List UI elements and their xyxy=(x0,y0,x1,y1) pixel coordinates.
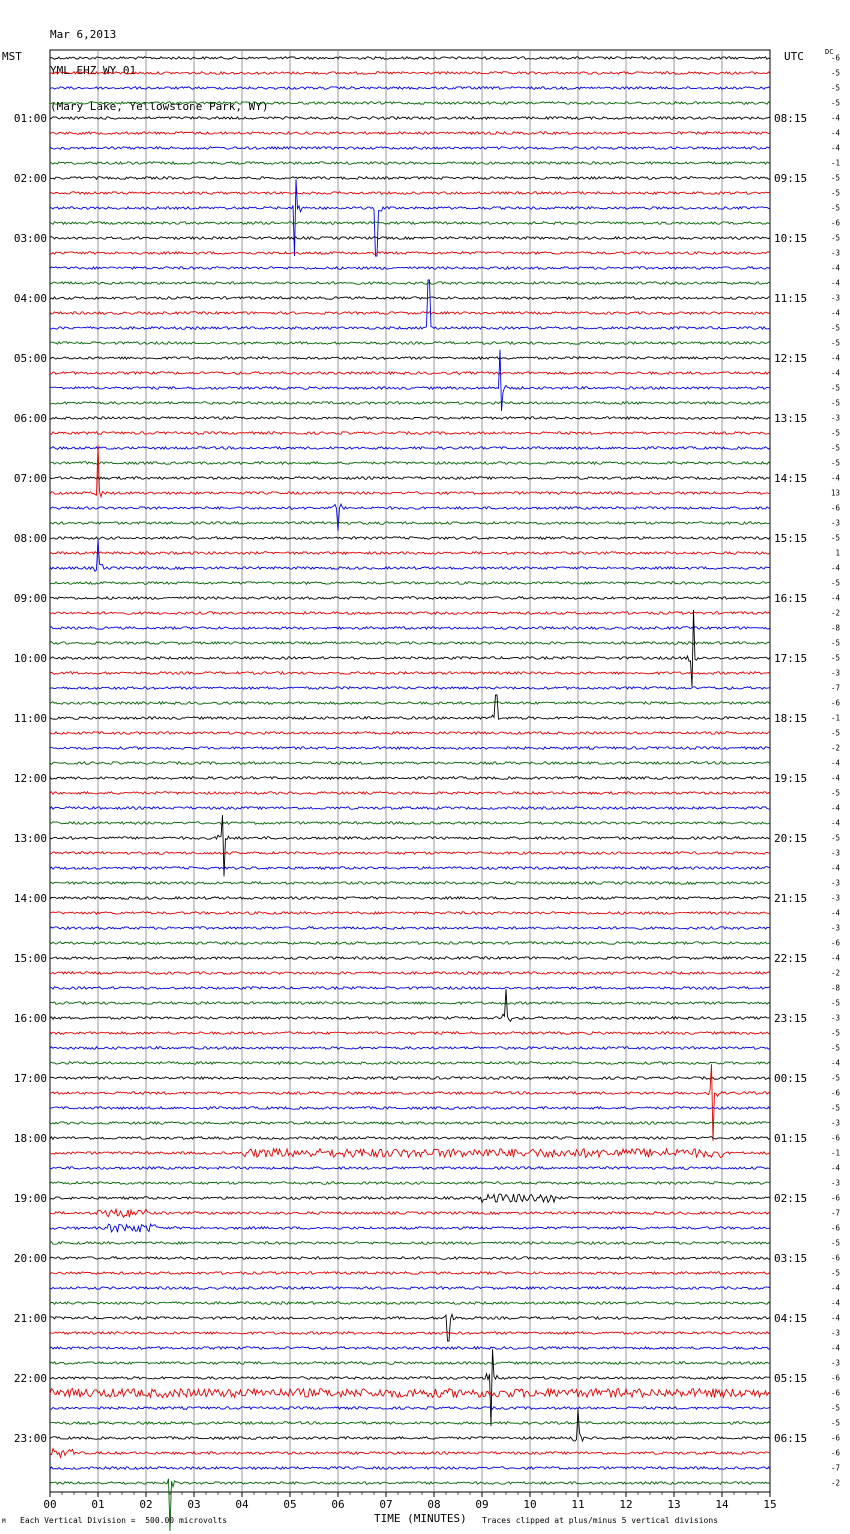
left-hour-label: 03:00 xyxy=(13,232,47,245)
seismic-trace xyxy=(50,1389,770,1398)
left-hour-label: 18:00 xyxy=(13,1132,47,1145)
seismic-trace xyxy=(50,1122,770,1125)
x-tick-label: 05 xyxy=(283,1498,297,1511)
seismic-trace xyxy=(50,297,770,300)
seismic-trace xyxy=(50,102,770,105)
dc-offset-label: -5 xyxy=(830,533,840,543)
seismic-trace xyxy=(50,192,770,195)
dc-offset-label: -6 xyxy=(830,938,840,948)
left-hour-label: 14:00 xyxy=(13,892,47,905)
dc-offset-label: -3 xyxy=(830,848,840,858)
dc-offset-label: -4 xyxy=(830,263,840,273)
right-hour-label: 08:15 xyxy=(774,112,808,125)
left-hour-label: 15:00 xyxy=(13,952,47,965)
seismic-trace xyxy=(50,1167,770,1170)
seismic-trace xyxy=(50,1002,770,1005)
seismic-trace xyxy=(50,672,770,675)
dc-offset-label: -6 xyxy=(830,1373,840,1383)
right-hour-label: 23:15 xyxy=(774,1012,808,1025)
dc-offset-label: -5 xyxy=(830,578,840,588)
seismic-trace xyxy=(50,117,770,120)
seismic-trace xyxy=(50,552,770,555)
dc-offset-label: -6 xyxy=(830,1133,840,1143)
seismic-trace xyxy=(50,447,770,450)
seismic-trace xyxy=(50,537,770,540)
seismic-trace xyxy=(50,1449,770,1458)
dc-offset-label: -5 xyxy=(830,1418,840,1428)
left-hour-label: 22:00 xyxy=(13,1372,47,1385)
dc-offset-label: -3 xyxy=(830,668,840,678)
seismic-trace xyxy=(50,1107,770,1110)
dc-offset-label: -6 xyxy=(830,1388,840,1398)
dc-offset-label: -5 xyxy=(830,83,840,93)
dc-offset-label: -5 xyxy=(830,728,840,738)
dc-offset-label: -5 xyxy=(830,833,840,843)
x-axis-label: TIME (MINUTES) xyxy=(374,1512,467,1525)
seismic-trace xyxy=(50,1287,770,1290)
right-hour-label: 09:15 xyxy=(774,172,808,185)
left-hour-label: 12:00 xyxy=(13,772,47,785)
seismic-trace xyxy=(50,357,770,360)
dc-offset-label: -4 xyxy=(830,1298,840,1308)
x-tick-label: 15 xyxy=(763,1498,777,1511)
seismic-trace xyxy=(50,312,770,315)
dc-offset-label: -4 xyxy=(830,353,840,363)
dc-offset-label: -3 xyxy=(830,1118,840,1128)
x-tick-label: 11 xyxy=(571,1498,585,1511)
dc-offset-label: -1 xyxy=(830,158,840,168)
right-hour-label: 18:15 xyxy=(774,712,808,725)
dc-offset-label: -4 xyxy=(830,563,840,573)
left-hour-label: 09:00 xyxy=(13,592,47,605)
seismic-trace xyxy=(50,627,770,630)
seismic-trace xyxy=(50,867,770,870)
left-hour-label: 21:00 xyxy=(13,1312,47,1325)
dc-offset-label: -6 xyxy=(830,1253,840,1263)
seismic-trace xyxy=(50,762,770,765)
dc-offset-label: -4 xyxy=(830,113,840,123)
right-hour-label: 10:15 xyxy=(774,232,808,245)
seismic-trace xyxy=(50,147,770,150)
dc-offset-label: -1 xyxy=(830,713,840,723)
seismic-trace xyxy=(50,1347,770,1350)
seismic-trace xyxy=(50,807,770,810)
seismic-trace xyxy=(50,237,770,240)
x-tick-label: 00 xyxy=(43,1498,57,1511)
right-hour-label: 06:15 xyxy=(774,1432,808,1445)
x-tick-label: 13 xyxy=(667,1498,681,1511)
dc-offset-label: -5 xyxy=(830,428,840,438)
dc-offset-label: -1 xyxy=(830,1148,840,1158)
seismic-trace xyxy=(50,987,770,990)
dc-offset-label: -8 xyxy=(830,623,840,633)
seismic-trace xyxy=(50,1409,770,1441)
dc-offset-label: -2 xyxy=(830,968,840,978)
dc-offset-label: -5 xyxy=(830,173,840,183)
dc-offset-label: -3 xyxy=(830,893,840,903)
left-hour-label: 01:00 xyxy=(13,112,47,125)
dc-offset-label: -5 xyxy=(830,323,840,333)
dc-offset-label: -5 xyxy=(830,1073,840,1083)
dc-offset-label: -4 xyxy=(830,818,840,828)
right-hour-label: 00:15 xyxy=(774,1072,808,1085)
dc-offset-label: -6 xyxy=(830,698,840,708)
dc-offset-label: -5 xyxy=(830,398,840,408)
seismic-trace xyxy=(50,132,770,135)
seismic-trace xyxy=(50,432,770,435)
seismic-trace xyxy=(50,1194,770,1203)
seismic-trace xyxy=(50,610,770,687)
dc-offset-label: -5 xyxy=(830,1043,840,1053)
seismic-trace xyxy=(50,695,770,719)
dc-offset-label: -4 xyxy=(830,143,840,153)
x-tick-label: 12 xyxy=(619,1498,633,1511)
right-hour-label: 13:15 xyxy=(774,412,808,425)
dc-offset-label: -2 xyxy=(830,743,840,753)
seismic-trace xyxy=(50,1407,770,1410)
dc-offset-label: -4 xyxy=(830,278,840,288)
seismic-trace xyxy=(50,162,770,165)
x-tick-label: 03 xyxy=(187,1498,201,1511)
x-tick-label: 02 xyxy=(139,1498,153,1511)
left-hour-label: 08:00 xyxy=(13,532,47,545)
header-location: (Mary Lake, Yellowstone Park, WY) xyxy=(50,100,269,113)
seismic-trace xyxy=(50,504,770,531)
x-tick-label: 01 xyxy=(91,1498,105,1511)
dc-offset-label: -4 xyxy=(830,1163,840,1173)
dc-offset-label: -4 xyxy=(830,863,840,873)
seismic-trace xyxy=(50,87,770,90)
dc-offset-label: -5 xyxy=(830,188,840,198)
left-hour-label: 02:00 xyxy=(13,172,47,185)
seismic-trace xyxy=(50,1077,770,1080)
seismic-trace xyxy=(50,1422,770,1425)
seismic-trace xyxy=(50,642,770,645)
seismic-trace xyxy=(50,282,770,285)
seismic-trace xyxy=(50,1137,770,1140)
x-tick-label: 07 xyxy=(379,1498,393,1511)
seismic-trace xyxy=(50,1302,770,1305)
seismic-trace xyxy=(50,1047,770,1050)
dc-offset-label: -4 xyxy=(830,1058,840,1068)
left-hour-label: 16:00 xyxy=(13,1012,47,1025)
dc-label: DC xyxy=(825,48,834,56)
seismic-trace xyxy=(50,1062,770,1065)
left-hour-label: 10:00 xyxy=(13,652,47,665)
right-timezone-label: UTC xyxy=(784,50,804,63)
dc-offset-label: -3 xyxy=(830,413,840,423)
dc-offset-label: -5 xyxy=(830,383,840,393)
dc-offset-label: -5 xyxy=(830,458,840,468)
seismic-trace xyxy=(50,582,770,585)
dc-offset-label: -3 xyxy=(830,878,840,888)
right-hour-label: 20:15 xyxy=(774,832,808,845)
dc-offset-label: -4 xyxy=(830,953,840,963)
right-hour-label: 12:15 xyxy=(774,352,808,365)
right-hour-label: 14:15 xyxy=(774,472,808,485)
right-hour-label: 04:15 xyxy=(774,1312,808,1325)
right-hour-label: 05:15 xyxy=(774,1372,808,1385)
dc-offset-label: -4 xyxy=(830,803,840,813)
x-tick-label: 06 xyxy=(331,1498,345,1511)
dc-offset-label: -5 xyxy=(830,98,840,108)
seismic-trace xyxy=(50,372,770,375)
seismic-trace xyxy=(50,179,770,256)
header-station: YML EHZ WY 01 xyxy=(50,64,137,77)
right-hour-label: 15:15 xyxy=(774,532,808,545)
left-hour-label: 19:00 xyxy=(13,1192,47,1205)
left-hour-label: 05:00 xyxy=(13,352,47,365)
dc-offset-label: -5 xyxy=(830,1028,840,1038)
dc-offset-label: -3 xyxy=(830,248,840,258)
seismic-trace xyxy=(50,402,770,405)
right-hour-label: 02:15 xyxy=(774,1192,808,1205)
dc-offset-label: -5 xyxy=(830,68,840,78)
dc-offset-label: -6 xyxy=(830,218,840,228)
seismic-trace xyxy=(50,222,770,225)
left-hour-label: 06:00 xyxy=(13,412,47,425)
seismic-trace xyxy=(50,1209,770,1217)
seismic-trace xyxy=(50,342,770,345)
seismic-trace xyxy=(50,72,770,75)
left-hour-label: 04:00 xyxy=(13,292,47,305)
scale-note: Each Vertical Division = 500.00 microvolts xyxy=(20,1516,228,1525)
seismic-trace xyxy=(50,1257,770,1260)
dc-offset-label: -4 xyxy=(830,1283,840,1293)
seismic-trace xyxy=(50,1032,770,1035)
seismic-trace xyxy=(50,1224,770,1232)
dc-offset-label: -2 xyxy=(830,608,840,618)
x-tick-label: 08 xyxy=(427,1498,441,1511)
dc-offset-label: 1 xyxy=(835,548,840,558)
seismic-trace xyxy=(50,1467,770,1470)
dc-offset-label: 13 xyxy=(830,488,840,498)
dc-offset-label: -4 xyxy=(830,368,840,378)
dc-offset-label: -7 xyxy=(830,1208,840,1218)
right-hour-label: 17:15 xyxy=(774,652,808,665)
dc-offset-label: -5 xyxy=(830,1103,840,1113)
seismic-trace xyxy=(50,267,770,270)
dc-offset-label: -5 xyxy=(830,233,840,243)
left-hour-label: 13:00 xyxy=(13,832,47,845)
dc-offset-label: -6 xyxy=(830,1223,840,1233)
dc-offset-label: -2 xyxy=(830,1478,840,1488)
seismic-trace xyxy=(50,702,770,705)
corner-mark: M xyxy=(2,1518,6,1525)
seismic-trace xyxy=(50,477,770,480)
seismic-trace xyxy=(50,462,770,465)
dc-offset-label: -7 xyxy=(830,683,840,693)
seismic-trace xyxy=(50,612,770,615)
seismic-trace xyxy=(50,989,770,1021)
left-hour-label: 23:00 xyxy=(13,1432,47,1445)
right-hour-label: 16:15 xyxy=(774,592,808,605)
seismic-trace xyxy=(50,1272,770,1275)
seismic-trace xyxy=(50,912,770,915)
seismic-trace xyxy=(50,897,770,900)
dc-offset-label: -7 xyxy=(830,1463,840,1473)
right-hour-label: 03:15 xyxy=(774,1252,808,1265)
dc-offset-label: -6 xyxy=(830,503,840,513)
dc-offset-label: -5 xyxy=(830,1238,840,1248)
dc-offset-label: -4 xyxy=(830,128,840,138)
seismic-trace xyxy=(50,177,770,180)
seismic-trace xyxy=(50,852,770,855)
dc-offset-label: -3 xyxy=(830,1013,840,1023)
seismic-trace xyxy=(50,1362,770,1365)
seismic-trace xyxy=(50,687,770,690)
x-tick-label: 09 xyxy=(475,1498,489,1511)
seismic-trace xyxy=(50,882,770,885)
seismic-trace xyxy=(50,1149,770,1158)
seismic-trace xyxy=(50,792,770,795)
dc-offset-label: -4 xyxy=(830,758,840,768)
seismic-trace xyxy=(50,732,770,735)
seismic-trace xyxy=(50,927,770,930)
left-timezone-label: MST xyxy=(2,50,22,63)
dc-offset-label: -5 xyxy=(830,998,840,1008)
left-hour-label: 20:00 xyxy=(13,1252,47,1265)
x-tick-label: 10 xyxy=(523,1498,537,1511)
dc-offset-label: -5 xyxy=(830,338,840,348)
left-hour-label: 07:00 xyxy=(13,472,47,485)
dc-offset-label: -5 xyxy=(830,653,840,663)
dc-offset-label: -6 xyxy=(830,1433,840,1443)
dc-offset-label: -3 xyxy=(830,293,840,303)
seismic-trace xyxy=(50,1182,770,1185)
seismic-trace xyxy=(50,957,770,960)
dc-offset-label: -3 xyxy=(830,518,840,528)
seismic-trace xyxy=(50,1064,770,1141)
right-hour-label: 22:15 xyxy=(774,952,808,965)
seismic-trace xyxy=(50,597,770,600)
dc-offset-label: -4 xyxy=(830,593,840,603)
seismic-trace xyxy=(50,777,770,780)
dc-offset-label: -4 xyxy=(830,473,840,483)
dc-offset-label: -4 xyxy=(830,1313,840,1323)
dc-offset-label: -5 xyxy=(830,638,840,648)
dc-offset-label: -6 xyxy=(830,1193,840,1203)
x-tick-label: 04 xyxy=(235,1498,249,1511)
dc-offset-label: -6 xyxy=(830,1088,840,1098)
seismic-trace xyxy=(50,972,770,975)
seismic-trace xyxy=(50,522,770,525)
dc-offset-label: -8 xyxy=(830,983,840,993)
right-hour-label: 01:15 xyxy=(774,1132,808,1145)
seismic-trace xyxy=(50,539,770,571)
dc-offset-label: -4 xyxy=(830,1343,840,1353)
seismic-trace xyxy=(50,942,770,945)
seismic-trace xyxy=(50,1349,770,1426)
dc-offset-label: -4 xyxy=(830,773,840,783)
left-hour-label: 11:00 xyxy=(13,712,47,725)
right-hour-label: 21:15 xyxy=(774,892,808,905)
seismic-trace xyxy=(50,1332,770,1335)
x-tick-label: 14 xyxy=(715,1498,729,1511)
dc-offset-label: -3 xyxy=(830,1178,840,1188)
dc-offset-label: -5 xyxy=(830,203,840,213)
left-hour-label: 17:00 xyxy=(13,1072,47,1085)
header-date: Mar 6,2013 xyxy=(50,28,117,41)
dc-offset-label: -3 xyxy=(830,1328,840,1338)
right-hour-label: 19:15 xyxy=(774,772,808,785)
dc-offset-label: -5 xyxy=(830,1403,840,1413)
dc-offset-label: -3 xyxy=(830,1358,840,1368)
seismic-trace xyxy=(50,417,770,420)
seismic-trace xyxy=(50,1314,770,1341)
right-hour-label: 11:15 xyxy=(774,292,808,305)
dc-offset-label: -5 xyxy=(830,1268,840,1278)
seismic-trace xyxy=(50,57,770,60)
dc-offset-label: -4 xyxy=(830,908,840,918)
dc-offset-label: -6 xyxy=(830,53,840,63)
seismic-trace xyxy=(50,1242,770,1245)
dc-offset-label: -3 xyxy=(830,923,840,933)
dc-offset-label: -4 xyxy=(830,308,840,318)
dc-offset-label: -6 xyxy=(830,1448,840,1458)
dc-offset-label: -5 xyxy=(830,788,840,798)
seismic-trace xyxy=(50,822,770,825)
seismic-trace xyxy=(50,280,770,329)
seismic-trace xyxy=(50,747,770,750)
dc-offset-label: -5 xyxy=(830,443,840,453)
seismic-trace xyxy=(50,252,770,255)
seismic-trace xyxy=(50,445,770,497)
clip-note: Traces clipped at plus/minus 5 vertical divisions xyxy=(482,1516,719,1525)
